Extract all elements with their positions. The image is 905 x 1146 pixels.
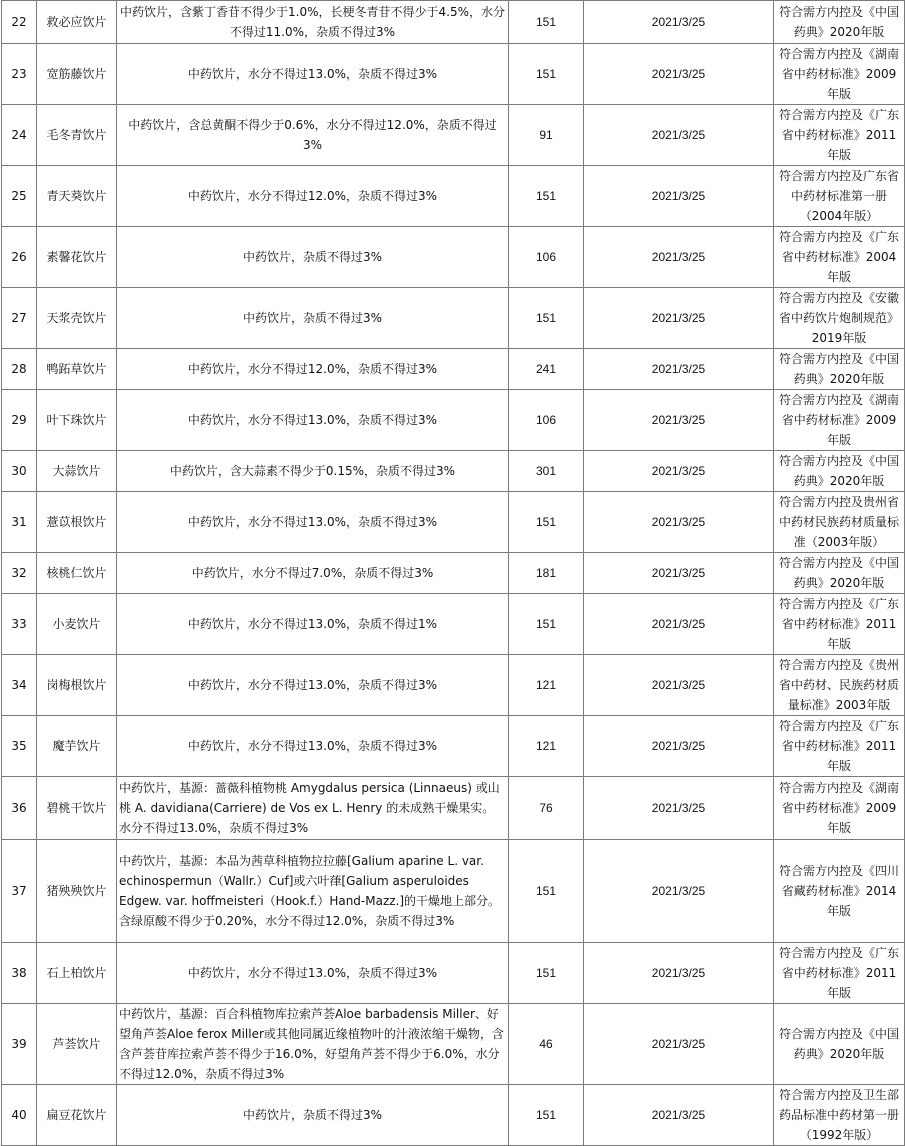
quantity: 151: [509, 1085, 584, 1146]
row-number: 32: [2, 553, 37, 594]
quantity: 121: [509, 716, 584, 777]
table-row: [2, 1085, 905, 1146]
quality-requirement: 中药饮片，杂质不得过3%: [117, 227, 509, 288]
row-number: 23: [2, 44, 37, 105]
standard: 符合需方内控及《广东省中药材标准》2011年版: [774, 105, 905, 166]
quantity: 121: [509, 655, 584, 716]
quantity: 151: [509, 44, 584, 105]
standard: 符合需方内控及《湖南省中药材标准》2009年版: [774, 44, 905, 105]
standard: 符合需方内控及《安徽省中药饮片炮制规范》2019年版: [774, 288, 905, 349]
date: 2021/3/25: [584, 1085, 774, 1146]
date: 2021/3/25: [584, 166, 774, 227]
quality-requirement: 中药饮片，水分不得过12.0%，杂质不得过3%: [117, 166, 509, 227]
standard: 符合需方内控及《广东省中药材标准》2011 年版: [774, 943, 905, 1004]
quality-requirement: 中药饮片，含紫丁香苷不得少于1.0%，长梗冬青苷不得少于4.5%，水分不得过11.0%，杂质不得过3%: [117, 1, 509, 44]
quantity: 151: [509, 943, 584, 1004]
date: 2021/3/25: [584, 553, 774, 594]
table-row: [2, 288, 905, 349]
herb-name: 鸭跖草饮片: [37, 349, 117, 390]
table-row: [2, 1, 905, 44]
quantity: 151: [509, 166, 584, 227]
quality-requirement: 中药饮片，水分不得过13.0%，杂质不得过3%: [117, 44, 509, 105]
herb-name: 大蒜饮片: [37, 451, 117, 492]
date: 2021/3/25: [584, 288, 774, 349]
row-number: 31: [2, 492, 37, 553]
date: 2021/3/25: [584, 840, 774, 943]
herb-name: 魔芋饮片: [37, 716, 117, 777]
standard: 符合需方内控及《广东省中药材标准》2011年版: [774, 594, 905, 655]
quantity: 151: [509, 492, 584, 553]
date: 2021/3/25: [584, 390, 774, 451]
standard: 符合需方内控及《中国药典》2020年版: [774, 1004, 905, 1085]
table-row: [2, 105, 905, 166]
quantity: 151: [509, 288, 584, 349]
quality-requirement: 中药饮片，水分不得过13.0%，杂质不得过3%: [117, 716, 509, 777]
herb-name: 叶下珠饮片: [37, 390, 117, 451]
table-row: [2, 716, 905, 777]
quality-requirement: 中药饮片，水分不得过12.0%，杂质不得过3%: [117, 349, 509, 390]
quality-requirement: 中药饮片，基源：百合科植物库拉索芦荟Aloe barbadensis Miller、好望角芦荟Aloe ferox Miller或其他同属近缘植物叶的汁液浓缩干燥物，含含芦荟苷库拉索芦荟不得少于16.0%，好望角芦荟不得少于6.0%，水分不得过12.0%，杂质不得过3%: [117, 1004, 509, 1085]
row-number: 26: [2, 227, 37, 288]
date: 2021/3/25: [584, 1, 774, 44]
standard: 符合需方内控及《中国药典》2020年版: [774, 1, 905, 44]
quality-requirement: 中药饮片，水分不得过7.0%，杂质不得过3%: [117, 553, 509, 594]
quantity: 91: [509, 105, 584, 166]
table-row: [2, 492, 905, 553]
date: 2021/3/25: [584, 655, 774, 716]
row-number: 27: [2, 288, 37, 349]
quality-requirement: 中药饮片，水分不得过13.0%，杂质不得过3%: [117, 492, 509, 553]
table-row: [2, 840, 905, 943]
table-row: [2, 655, 905, 716]
row-number: 40: [2, 1085, 37, 1146]
quantity: 76: [509, 777, 584, 840]
row-number: 30: [2, 451, 37, 492]
row-number: 34: [2, 655, 37, 716]
herb-name: 石上柏饮片: [37, 943, 117, 1004]
date: 2021/3/25: [584, 44, 774, 105]
quality-requirement: 中药饮片，杂质不得过3%: [117, 1085, 509, 1146]
herb-name: 薏苡根饮片: [37, 492, 117, 553]
quality-requirement: 中药饮片，含总黄酮不得少于0.6%，水分不得过12.0%，杂质不得过3%: [117, 105, 509, 166]
quality-requirement: 中药饮片，水分不得过13.0%，杂质不得过1%: [117, 594, 509, 655]
standard: 符合需方内控及《广东省中药材标准》2004年版: [774, 227, 905, 288]
row-number: 29: [2, 390, 37, 451]
quality-requirement: 中药饮片，含大蒜素不得少于0.15%，杂质不得过3%: [117, 451, 509, 492]
herb-name: 猪殃殃饮片: [37, 840, 117, 943]
herb-name: 毛冬青饮片: [37, 105, 117, 166]
herb-name: 岗梅根饮片: [37, 655, 117, 716]
row-number: 28: [2, 349, 37, 390]
table-row: [2, 451, 905, 492]
quantity: 151: [509, 1, 584, 44]
table-row: [2, 553, 905, 594]
herb-name: 天浆壳饮片: [37, 288, 117, 349]
table-row: [2, 1004, 905, 1085]
standard: 符合需方内控及《广东省中药材标准》2011年版: [774, 716, 905, 777]
standard: 符合需方内控及《中国药典》2020年版: [774, 451, 905, 492]
standard: 符合需方内控及《贵州省中药材、民族药材质量标准》2003年版: [774, 655, 905, 716]
standard: 符合需方内控及《中国药典》2020年版: [774, 553, 905, 594]
herb-name: 核桃仁饮片: [37, 553, 117, 594]
standard: 符合需方内控及广东省中药材标准第一册（2004年版）: [774, 166, 905, 227]
row-number: 38: [2, 943, 37, 1004]
row-number: 35: [2, 716, 37, 777]
herb-name: 扁豆花饮片: [37, 1085, 117, 1146]
herb-name: 青天葵饮片: [37, 166, 117, 227]
date: 2021/3/25: [584, 594, 774, 655]
standard: 符合需方内控及《湖南省中药材标准》2009年版: [774, 390, 905, 451]
row-number: 25: [2, 166, 37, 227]
herb-name: 宽筋藤饮片: [37, 44, 117, 105]
standard: 符合需方内控及《湖南省中药材标准》2009年版: [774, 777, 905, 840]
date: 2021/3/25: [584, 1004, 774, 1085]
row-number: 22: [2, 1, 37, 44]
standard: 符合需方内控及贵州省中药材民族药材质量标准（2003年版）: [774, 492, 905, 553]
row-number: 24: [2, 105, 37, 166]
spec-table: [1, 0, 905, 1146]
quality-requirement: 中药饮片，基源：蔷薇科植物桃 Amygdalus persica (Linnaeus) 或山桃 A. davidiana(Carriere) de Vos ex L. Henry 的未成熟干燥果实。水分不得过13.0%，杂质不得过3%: [117, 777, 509, 840]
quantity: 106: [509, 390, 584, 451]
table-row: [2, 594, 905, 655]
date: 2021/3/25: [584, 349, 774, 390]
date: 2021/3/25: [584, 492, 774, 553]
herb-name: 素馨花饮片: [37, 227, 117, 288]
row-number: 36: [2, 777, 37, 840]
date: 2021/3/25: [584, 227, 774, 288]
table-row: [2, 390, 905, 451]
table-row: [2, 349, 905, 390]
quality-requirement: 中药饮片，水分不得过13.0%，杂质不得过3%: [117, 390, 509, 451]
date: 2021/3/25: [584, 451, 774, 492]
quantity: 106: [509, 227, 584, 288]
quality-requirement: 中药饮片，杂质不得过3%: [117, 288, 509, 349]
table-row: [2, 44, 905, 105]
quantity: 151: [509, 594, 584, 655]
row-number: 39: [2, 1004, 37, 1085]
quality-requirement: 中药饮片，水分不得过13.0%，杂质不得过3%: [117, 943, 509, 1004]
herb-name: 碧桃干饮片: [37, 777, 117, 840]
date: 2021/3/25: [584, 105, 774, 166]
quantity: 46: [509, 1004, 584, 1085]
row-number: 33: [2, 594, 37, 655]
table-body: [2, 1, 905, 1146]
table-row: [2, 777, 905, 840]
quality-requirement: 中药饮片，水分不得过13.0%，杂质不得过3%: [117, 655, 509, 716]
standard: 符合需方内控及《中国药典》2020年版: [774, 349, 905, 390]
date: 2021/3/25: [584, 777, 774, 840]
quantity: 301: [509, 451, 584, 492]
herb-name: 救必应饮片: [37, 1, 117, 44]
standard: 符合需方内控及卫生部药品标准中药材第一册（1992年版）: [774, 1085, 905, 1146]
quality-requirement: 中药饮片，基源：本品为茜草科植物拉拉藤[Galium aparine L. var. echinospermun（Wallr.）Cuf]或六叶葎[Galium asperuloides Edgew. var. hoffmeisteri（Hook.f.）Hand-Mazz.]的干燥地上部分。含绿原酸不得少于0.20%，水分不得过12.0%，杂质不得过3%: [117, 840, 509, 943]
table-row: [2, 227, 905, 288]
quantity: 151: [509, 840, 584, 943]
date: 2021/3/25: [584, 943, 774, 1004]
standard: 符合需方内控及《四川省藏药材标准》2014年版: [774, 840, 905, 943]
quantity: 181: [509, 553, 584, 594]
herb-name: 芦荟饮片: [37, 1004, 117, 1085]
table-row: [2, 943, 905, 1004]
table-row: [2, 166, 905, 227]
herb-name: 小麦饮片: [37, 594, 117, 655]
date: 2021/3/25: [584, 716, 774, 777]
row-number: 37: [2, 840, 37, 943]
quantity: 241: [509, 349, 584, 390]
